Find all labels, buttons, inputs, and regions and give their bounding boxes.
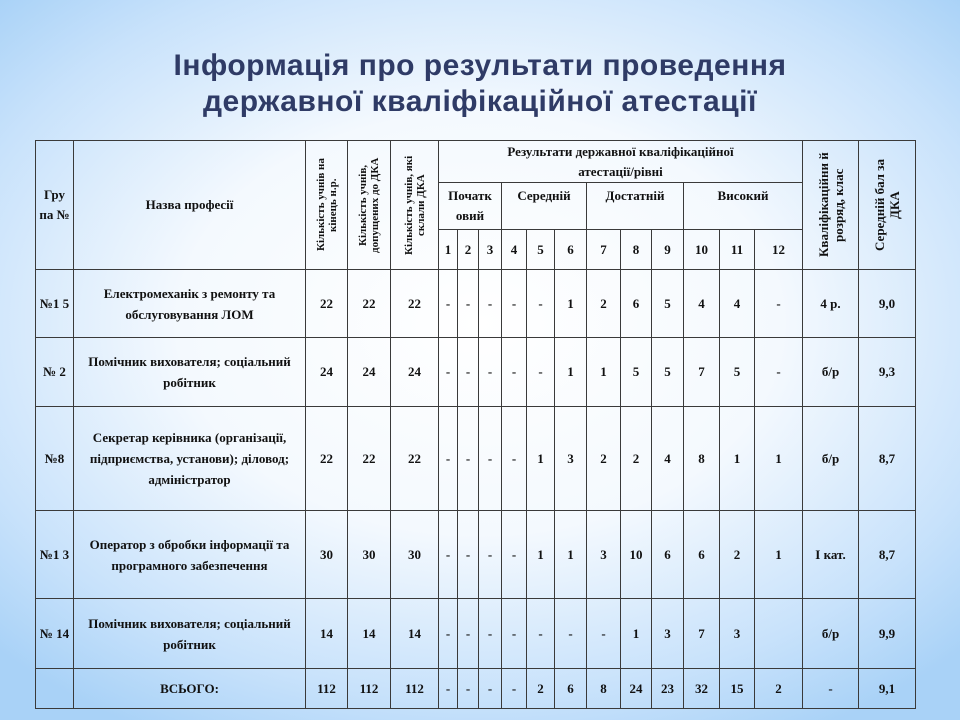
header-students-end-label: Кількість учнів на кінець н.р.: [314, 158, 339, 252]
grade-cell-8: [621, 599, 652, 669]
grade-cell-11-text: 1: [733, 450, 741, 466]
grade-cell-8-text: 5: [632, 364, 640, 379]
grade-cell-12: [755, 270, 803, 338]
grade-cell-1: [439, 669, 458, 709]
grade-cell-3: [479, 599, 502, 669]
grade-cell-1-text: -: [445, 625, 451, 641]
grade-cell-11: [720, 407, 755, 511]
grade-cell-11: [720, 669, 755, 709]
grade-cell-5-text: 2: [537, 680, 544, 696]
header-level-high-label: Високий: [717, 188, 769, 203]
students-cell: [306, 270, 348, 338]
grade-cell-6-text: 1: [567, 295, 574, 311]
grade-cell-3: [479, 270, 502, 338]
table-row: [36, 599, 916, 669]
admitted-cell: [348, 338, 391, 407]
grade-cell-10-text: 4: [698, 295, 705, 311]
qualification-cell-text: б/р: [821, 364, 840, 379]
grade-cell-6: [555, 511, 587, 599]
passed-cell-text: 30: [408, 546, 421, 562]
header-admitted-label: Кількість учнів, допущених до ДКА: [357, 157, 381, 253]
grade-cell-10-text: 8: [698, 450, 705, 466]
grade-cell-8-text: 24: [629, 680, 643, 696]
avg-score-cell-text: 8,7: [878, 546, 896, 562]
passed-cell: [391, 599, 439, 669]
grade-cell-8: [621, 270, 652, 338]
grade-cell-5: [527, 270, 555, 338]
total-label-cell-text: ВСЬОГО:: [160, 681, 219, 696]
grade-cell-7: [587, 338, 621, 407]
header-profession-label: Назва професії: [145, 197, 234, 212]
header-level-high: [684, 183, 803, 230]
admitted-cell-text: 22: [362, 450, 376, 466]
grade-cell-1-text: -: [445, 680, 451, 696]
profession-cell-text: Помічник вихователя; соціальний робітник: [88, 354, 291, 390]
title-line-1: Інформація про результати проведення: [173, 49, 787, 82]
header-results-label: Результати державної кваліфікаційної атестації/рівні: [507, 143, 734, 179]
grade-cell-10: [684, 599, 720, 669]
admitted-cell-text: 30: [362, 546, 376, 562]
grade-cell-4: [502, 338, 527, 407]
grade-cell-4: [502, 270, 527, 338]
admitted-cell-text: 22: [362, 295, 376, 311]
title-line-2: державної кваліфікаційної атестації: [203, 85, 757, 118]
header-grade-3: 3: [479, 230, 502, 270]
header-passed: [391, 141, 439, 270]
passed-cell-text: 14: [408, 625, 421, 641]
header-profession: [74, 141, 306, 270]
header-avg-score-label: Середній бал за ДКА: [872, 159, 902, 251]
grade-cell-5-text: -: [538, 625, 543, 641]
grade-cell-3: [479, 407, 502, 511]
avg-score-cell: [859, 599, 916, 669]
grade-cell-5: [527, 407, 555, 511]
grade-cell-2-text: -: [465, 680, 471, 696]
group-cell-text: № 14: [39, 625, 70, 641]
page-title: [0, 48, 960, 120]
grade-cell-7-text: 3: [600, 546, 607, 562]
grade-cell-8-text: 6: [632, 295, 640, 311]
grade-cell-12: [755, 338, 803, 407]
grade-cell-10-text: 7: [698, 364, 705, 379]
passed-cell: [391, 511, 439, 599]
header-grade-11: 11: [720, 230, 755, 270]
grade-cell-1: [439, 599, 458, 669]
grade-cell-5-text: -: [538, 364, 543, 379]
group-cell: [36, 599, 74, 669]
passed-cell: [391, 270, 439, 338]
grade-cell-6: [555, 407, 587, 511]
grade-cell-3-text: -: [487, 546, 493, 562]
grade-cell-2: [458, 511, 479, 599]
grade-cell-4-text: -: [511, 680, 517, 696]
total-row: [36, 669, 916, 709]
grade-cell-8: [621, 669, 652, 709]
grade-cell-7-text: -: [601, 625, 606, 641]
students-cell: [306, 338, 348, 407]
grade-cell-3: [479, 338, 502, 407]
qualification-cell-text: б/р: [821, 450, 840, 466]
qualification-cell: [803, 669, 859, 709]
admitted-cell: [348, 511, 391, 599]
passed-cell: [391, 407, 439, 511]
grade-cell-10-text: 7: [698, 625, 705, 641]
header-level-sufficient: [587, 183, 684, 230]
grade-cell-8-text: 2: [632, 450, 640, 466]
admitted-cell: [348, 599, 391, 669]
avg-score-cell: [859, 270, 916, 338]
grade-cell-2: [458, 407, 479, 511]
header-grade-6: 6: [555, 230, 587, 270]
grade-cell-2-text: -: [465, 295, 471, 311]
grade-cell-9-text: 5: [664, 364, 671, 379]
header-grade-12: 12: [755, 230, 803, 270]
grade-cell-4-text: -: [511, 295, 517, 311]
header-level-initial-label: Початк овий: [448, 188, 492, 223]
profession-cell: [74, 407, 306, 511]
grade-cell-10: [684, 338, 720, 407]
grade-cell-5-text: -: [538, 295, 543, 311]
grade-cell-4: [502, 599, 527, 669]
grade-cell-9: [652, 669, 684, 709]
grade-cell-7-text: 1: [600, 364, 607, 379]
grade-cell-9: [652, 407, 684, 511]
avg-score-cell-text: 9,9: [878, 625, 896, 641]
avg-score-cell: [859, 407, 916, 511]
header-grade-10: 10: [684, 230, 720, 270]
results-table: [35, 140, 916, 709]
admitted-cell-text: 112: [359, 680, 379, 696]
profession-cell: [74, 599, 306, 669]
grade-cell-8: [621, 338, 652, 407]
avg-score-cell-text: 9,3: [878, 364, 896, 379]
group-cell: [36, 407, 74, 511]
passed-cell-text: 24: [408, 364, 421, 379]
qualification-cell: [803, 270, 859, 338]
grade-cell-6-text: 1: [567, 546, 574, 562]
header-grade-8: 8: [621, 230, 652, 270]
grade-cell-9-text: 23: [661, 680, 674, 696]
grade-cell-2-text: -: [465, 625, 471, 641]
grade-cell-6-text: 3: [567, 450, 574, 466]
grade-cell-6: [555, 599, 587, 669]
grade-cell-1-text: -: [445, 546, 451, 562]
group-cell-text: № 2: [43, 364, 66, 379]
grade-cell-5: [527, 669, 555, 709]
grade-cell-12: [755, 407, 803, 511]
students-cell-text: 22: [320, 295, 333, 311]
grade-cell-1: [439, 511, 458, 599]
grade-cell-8: [621, 407, 652, 511]
header-passed-label: Кількість учнів, які склали ДКА: [402, 155, 427, 255]
grade-cell-1-text: -: [445, 295, 451, 311]
grade-cell-5: [527, 599, 555, 669]
admitted-cell-text: 24: [362, 364, 376, 379]
qualification-cell-text: -: [828, 680, 833, 696]
grade-cell-1-text: -: [445, 450, 451, 466]
grade-cell-9: [652, 599, 684, 669]
grade-cell-6: [555, 270, 587, 338]
grade-cell-8-text: 10: [629, 546, 643, 562]
grade-cell-4: [502, 669, 527, 709]
students-cell-text: 30: [320, 546, 333, 562]
header-qualification: [803, 141, 859, 270]
header-students-end: [306, 141, 348, 270]
header-level-middle: [502, 183, 587, 230]
grade-cell-4: [502, 407, 527, 511]
admitted-cell: [348, 407, 391, 511]
header-grade-4: 4: [502, 230, 527, 270]
qualification-cell: [803, 599, 859, 669]
grade-cell-12-text: 1: [775, 546, 782, 562]
grade-cell-11-text: 5: [733, 364, 741, 379]
grade-cell-2: [458, 338, 479, 407]
grade-cell-11: [720, 338, 755, 407]
grade-cell-4-text: -: [511, 625, 517, 641]
grade-cell-12: [755, 669, 803, 709]
grade-cell-10: [684, 270, 720, 338]
grade-cell-12: [755, 599, 803, 669]
header-admitted: [348, 141, 391, 270]
grade-cell-5: [527, 511, 555, 599]
grade-cell-9: [652, 270, 684, 338]
profession-cell-text: Електромеханік з ремонту та обслуговування ЛОМ: [103, 285, 276, 322]
header-grade-9: 9: [652, 230, 684, 270]
avg-score-cell: [859, 511, 916, 599]
header-grade-7: 7: [587, 230, 621, 270]
header-avg-score: [859, 141, 916, 270]
grade-cell-2-text: -: [465, 546, 471, 562]
grade-cell-11-text: 4: [733, 295, 741, 311]
profession-cell-text: Помічник вихователя; соціальний робітник: [88, 615, 291, 652]
grade-cell-9: [652, 338, 684, 407]
grade-cell-6-text: -: [568, 625, 573, 641]
grade-cell-7: [587, 407, 621, 511]
grade-cell-11: [720, 599, 755, 669]
grade-cell-2-text: -: [465, 450, 471, 466]
grade-cell-9-text: 4: [664, 450, 671, 466]
grade-cell-11-text: 3: [733, 625, 741, 641]
students-cell-text: 24: [320, 364, 333, 379]
profession-cell-text: Секретар керівника (організації, підприємства, установи); діловод; адміністратор: [89, 430, 290, 487]
passed-cell: [391, 338, 439, 407]
grade-cell-12: [755, 511, 803, 599]
grade-cell-3: [479, 669, 502, 709]
grade-cell-7: [587, 669, 621, 709]
header-results: [439, 141, 803, 183]
grade-cell-3-text: -: [487, 450, 493, 466]
grade-cell-11: [720, 270, 755, 338]
group-cell: [36, 511, 74, 599]
grade-cell-4-text: -: [511, 450, 517, 466]
students-cell: [306, 599, 348, 669]
profession-cell: [74, 338, 306, 407]
grade-cell-2: [458, 270, 479, 338]
header-group-label: Гру па №: [39, 187, 70, 222]
grade-cell-2: [458, 599, 479, 669]
grade-cell-3-text: -: [487, 680, 493, 696]
grade-cell-2-text: -: [465, 364, 471, 379]
profession-cell: [74, 511, 306, 599]
qualification-cell-text: І кат.: [815, 546, 846, 562]
grade-cell-1: [439, 338, 458, 407]
group-cell: [36, 270, 74, 338]
table-body: [36, 270, 916, 709]
table-row: [36, 407, 916, 511]
profession-cell: [74, 270, 306, 338]
header-grade-5: 5: [527, 230, 555, 270]
grade-cell-10: [684, 669, 720, 709]
grade-cell-5: [527, 338, 555, 407]
students-cell-text: 14: [320, 625, 333, 641]
grade-cell-9-text: 6: [664, 546, 671, 562]
grade-cell-12-text: 2: [775, 680, 782, 696]
grade-cell-7: [587, 599, 621, 669]
avg-score-cell-text: 9,0: [878, 295, 896, 311]
qualification-cell-text: 4 р.: [820, 295, 841, 311]
grade-cell-11-text: 15: [730, 680, 744, 696]
grade-cell-4-text: -: [511, 364, 517, 379]
grade-cell-3: [479, 511, 502, 599]
grade-cell-3-text: -: [487, 364, 493, 379]
grade-cell-9-text: 3: [664, 625, 671, 641]
grade-cell-8: [621, 511, 652, 599]
grade-cell-7-text: 8: [600, 680, 607, 696]
header-grade-1: 1: [439, 230, 458, 270]
group-cell: [36, 669, 74, 709]
grade-cell-8-text: 1: [632, 625, 640, 641]
grade-cell-7: [587, 511, 621, 599]
passed-cell-text: 22: [408, 295, 421, 311]
qualification-cell: [803, 338, 859, 407]
grade-cell-10-text: 32: [695, 680, 708, 696]
grade-cell-1-text: -: [445, 364, 451, 379]
avg-score-cell-text: 8,7: [878, 450, 896, 466]
students-cell: [306, 511, 348, 599]
total-label-cell: [74, 669, 306, 709]
grade-cell-2: [458, 669, 479, 709]
table-row: [36, 338, 916, 407]
header-qualification-label: Кваліфікаційни й розряд, клас: [815, 152, 846, 258]
passed-cell-text: 22: [408, 450, 421, 466]
grade-cell-3-text: -: [487, 625, 493, 641]
header-grade-2: 2: [458, 230, 479, 270]
grade-cell-1: [439, 407, 458, 511]
grade-cell-7: [587, 270, 621, 338]
students-cell-text: 112: [317, 680, 336, 696]
grade-cell-4: [502, 511, 527, 599]
group-cell: [36, 338, 74, 407]
grade-cell-6-text: 6: [567, 680, 574, 696]
grade-cell-9: [652, 511, 684, 599]
qualification-cell: [803, 511, 859, 599]
table-row: [36, 270, 916, 338]
group-cell-text: №8: [44, 450, 65, 466]
avg-score-cell: [859, 338, 916, 407]
passed-cell: [391, 669, 439, 709]
grade-cell-3-text: -: [487, 295, 493, 311]
qualification-cell: [803, 407, 859, 511]
header-group: [36, 141, 74, 270]
students-cell: [306, 669, 348, 709]
grade-cell-12-text: 1: [775, 450, 782, 466]
grade-cell-12-text: -: [776, 364, 781, 379]
grade-cell-6: [555, 338, 587, 407]
qualification-cell-text: б/р: [821, 625, 840, 641]
header-level-sufficient-label: Достатній: [605, 188, 665, 203]
grade-cell-7-text: 2: [600, 295, 607, 311]
profession-cell-text: Оператор з обробки інформації та програмного забезпечення: [89, 536, 290, 573]
grade-cell-11: [720, 511, 755, 599]
admitted-cell: [348, 669, 391, 709]
grade-cell-6: [555, 669, 587, 709]
group-cell-text: №1 5: [39, 295, 70, 311]
grade-cell-5-text: 1: [537, 546, 544, 562]
header-level-initial: [439, 183, 502, 230]
header-level-middle-label: Середній: [517, 188, 571, 203]
grade-cell-4-text: -: [511, 546, 517, 562]
grade-cell-5-text: 1: [537, 450, 544, 466]
grade-cell-9-text: 5: [664, 295, 671, 311]
passed-cell-text: 112: [405, 680, 424, 696]
avg-score-cell: [859, 669, 916, 709]
table-row: [36, 511, 916, 599]
grade-cell-10: [684, 511, 720, 599]
grade-cell-10-text: 6: [698, 546, 705, 562]
grade-cell-1: [439, 270, 458, 338]
students-cell-text: 22: [320, 450, 333, 466]
admitted-cell-text: 14: [362, 625, 376, 641]
grade-cell-12-text: -: [776, 295, 781, 311]
admitted-cell: [348, 270, 391, 338]
group-cell-text: №1 3: [39, 546, 70, 562]
avg-score-cell-text: 9,1: [878, 680, 896, 696]
grade-cell-7-text: 2: [600, 450, 607, 466]
students-cell: [306, 407, 348, 511]
grade-cell-6-text: 1: [567, 364, 574, 379]
grade-cell-11-text: 2: [733, 546, 741, 562]
grade-cell-10: [684, 407, 720, 511]
